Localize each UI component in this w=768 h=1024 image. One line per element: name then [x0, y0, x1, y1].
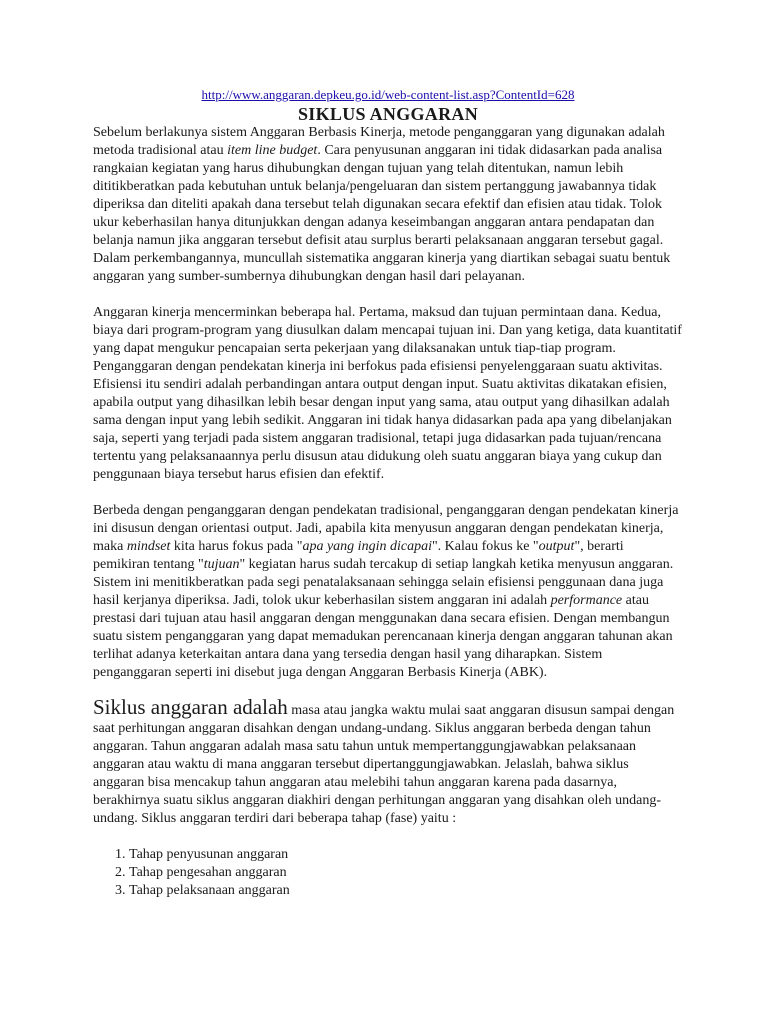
p3-italic-goal: apa yang ingin dicapai: [302, 539, 432, 554]
list-item: 2. Tahap pengesahan anggaran: [129, 864, 683, 882]
p3-text-f: atau prestasi dari tujuan atau hasil anggaran dengan menggunakan dana secara efisien. Dengan membangun suatu sistem penganggaran yang dapat memadukan perencanaan kinerja dengan anggaran tahunan akan terlihat adanya keterkaitan antara dana yang tersedia dengan hasil yang diharapkan. Sistem penganggaran seperti ini disebut juga dengan Anggaran Berbasis Kinerja (ABK).: [93, 593, 673, 680]
p3-italic-performance: performance: [550, 593, 623, 608]
p3-text-c: ". Kalau fokus ke ": [431, 539, 539, 554]
source-link[interactable]: http://www.anggaran.depkeu.go.id/web-content-list.asp?ContentId=628: [201, 87, 575, 102]
document-body: [93, 86, 683, 900]
paragraph-1: [93, 124, 683, 286]
document-title: SIKLUS ANGGARAN: [297, 104, 479, 124]
p4-text-rest: masa atau jangka waktu mulai saat anggaran disusun sampai dengan saat perhitungan anggaran disahkan dengan undang-undang. Siklus anggaran berbeda dengan tahun anggaran. Tahun anggaran adalah masa satu tahun untuk mempertanggungjawabkan pelaksanaan anggaran atau waktu di mana anggaran tersebut dipertanggungjawabkan. Jelaslah, bahwa siklus anggaran bisa mencakup tahun anggaran atau melebihi tahun anggaran karena pada dasarnya, berakhirnya suatu siklus anggaran diakhiri dengan perhitungan anggaran yang disahkan oleh undang-undang. Siklus anggaran terdiri dari beberapa tahap (fase) yaitu :: [93, 703, 675, 826]
paragraph-2: Anggaran kinerja mencerminkan beberapa hal. Pertama, maksud dan tujuan permintaan dana. Kedua, biaya dari program-program yang diusulkan dalam mencapai tujuan ini. Dan yang ketiga, data kuantitatif yang dapat mengukur pencapaian serta pekerjaan yang dilaksanakan untuk tiap-tiap program. Penganggaran dengan pendekatan kinerja ini berfokus pada efisiensi penyelenggaraan suatu aktivitas. Efisiensi itu sendiri adalah perbandingan antara output dengan input. Suatu aktivitas dikatakan efisien, apabila output yang dihasilkan lebih besar dengan input yang sama, atau output yang dihasilkan adalah sama dengan input yang lebih sedikit. Anggaran ini tidak hanya didasarkan pada apa yang dibelanjakan saja, seperti yang terjadi pada sistem anggaran tradisional, tetapi juga didasarkan pada tujuan/rencana tertentu yang pelaksanaannya perlu disusun atau didukung oleh suatu anggaran biaya yang cukup dan penggunaan biaya tersebut harus efisien dan efektif.: [93, 305, 682, 482]
p1-text-b: . Cara penyusunan anggaran ini tidak didasarkan pada analisa rangkaian kegiatan yang harus dihubungkan dengan tujuan yang telah ditentukan, namun lebih dititikberatkan pada kebutuhan untuk belanja/pengeluaran dan sistem pertanggung jawabannya tidak diperiksa dan diteliti apakah dana tersebut telah digunakan secara efektif dan efisien atau tidak. Tolok ukur keberhasilan hanya ditunjukkan dengan adanya keseimbangan anggaran antara pendapatan dan belanja namun jika anggaran tersebut defisit atau surplus berarti pelaksanaan anggaran tersebut gagal. Dalam perkembangannya, muncullah sistematika anggaran kinerja yang diartikan sebagai suatu bentuk anggaran yang sumber-sumbernya dihubungkan dengan hasil dari pelayanan.: [93, 143, 671, 284]
phase-list: [93, 846, 683, 900]
p3-text-d: ", berarti pemikiran tentang ": [93, 539, 624, 572]
url-line: [93, 86, 683, 104]
list-item: 3. Tahap pelaksanaan anggaran: [129, 882, 683, 900]
p3-italic-tujuan: tujuan: [203, 557, 240, 572]
p3-text-e: " kegiatan harus sudah tercakup di setiap langkah ketika menyusun anggaran. Sistem ini menitikberatkan pada segi penatalaksanaan sehingga selain efisiensi penggunaan dana juga hasil kerjanya diperiksa. Jadi, tolok ukur keberhasilan sistem anggaran ini adalah: [93, 557, 674, 608]
p1-italic-item-line-budget: item line budget: [227, 143, 318, 158]
p3-text-a: Berbeda dengan penganggaran dengan pendekatan tradisional, penganggaran dengan pendekatan kinerja ini disusun dengan orientasi output. Jadi, apabila kita menyusun anggaran dengan pendekatan kinerja, maka: [93, 503, 679, 554]
p3-text-b: kita harus fokus pada ": [170, 539, 303, 554]
p3-italic-output: output: [538, 539, 575, 554]
paragraph-4: [93, 696, 683, 828]
paragraph-3: [93, 502, 683, 682]
p4-lead-phrase: Siklus anggaran adalah: [93, 695, 288, 719]
p3-italic-mindset: mindset: [126, 539, 171, 554]
list-item: 1. Tahap penyusunan anggaran: [129, 846, 683, 864]
p1-text-a: Sebelum berlakunya sistem Anggaran Berbasis Kinerja, metode penganggaran yang digunakan adalah metoda tradisional atau: [93, 125, 665, 158]
